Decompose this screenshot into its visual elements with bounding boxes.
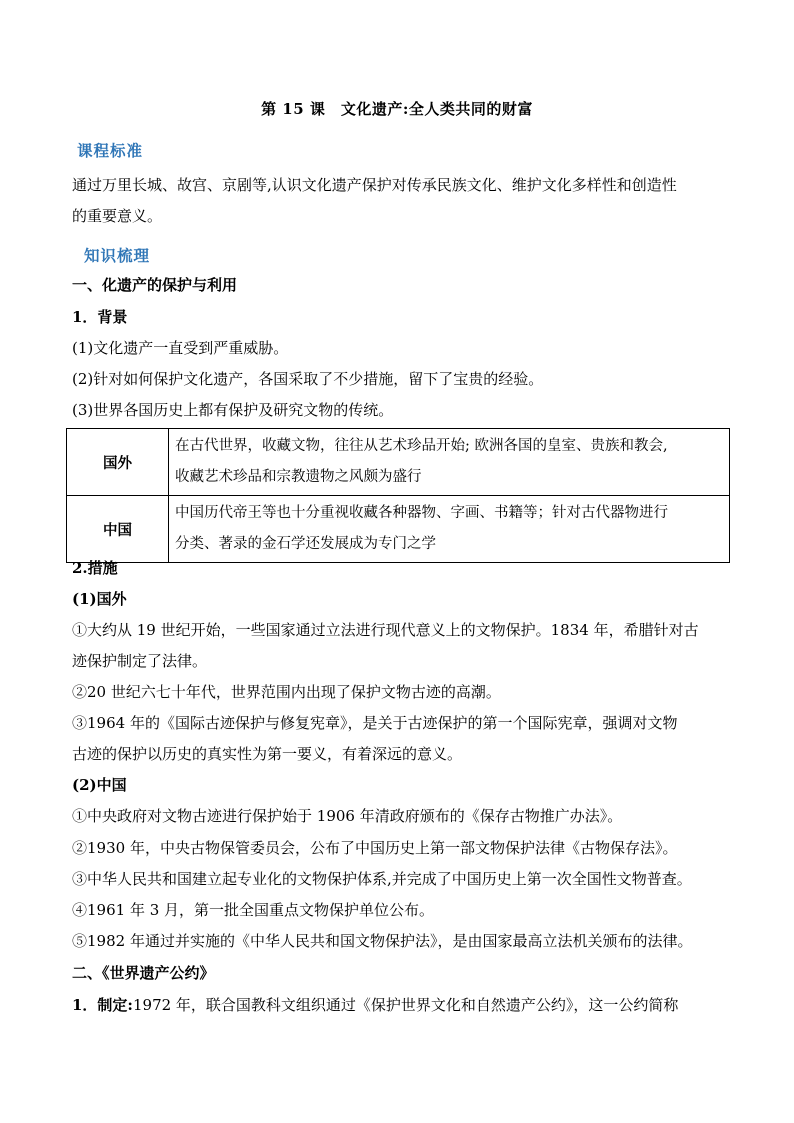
measures-subheading: 2.措施 [72,559,118,577]
table-cell-line: 收藏艺术珍品和宗教遗物之风颇为盛行 [175,469,422,485]
section-heading-standard: 课程标准 [77,141,144,160]
china-item-4: ④1961 年 3 月，第一批全国重点文物保护单位公布。 [72,901,435,919]
china-item-5: ⑤1982 年通过并实施的《中华人民共和国文物保护法》，是由国家最高立法机关颁布的法律。 [72,932,693,950]
background-item-1: (1)文化遗产一直受到严重威胁。 [72,339,289,357]
foreign-item-2: ②20 世纪六七十年代，世界范围内出现了保护文物古迹的高潮。 [72,683,501,701]
foreign-item-1a: ①大约从 19 世纪开始，一些国家通过立法进行现代意义上的文物保护。1834 年，希腊针对古 [72,621,699,639]
part1-heading: 一、化遗产的保护与利用 [72,276,238,294]
table-row [67,429,730,496]
china-item-1: ①中央政府对文物古迹进行保护始于 1906 年清政府颁布的《保存古物推广办法》。 [72,807,623,825]
background-item-2: (2)针对如何保护文化遗产，各国采取了不少措施，留下了宝贵的经验。 [72,370,544,388]
background-item-3: (3)世界各国历史上都有保护及研究文物的传统。 [72,401,394,419]
foreign-heading: (1)国外 [72,590,127,608]
foreign-item-3b: 古迹的保护以历史的真实性为第一要义，有着深远的意义。 [72,745,463,763]
section-heading-knowledge: 知识梳理 [84,246,151,265]
standard-text-line-2: 的重要意义。 [72,207,163,225]
table-cell-line: 分类、著录的金石学还发展成为专门之学 [175,536,436,552]
part2-line-1-label: 1．制定: [72,996,133,1014]
comparison-table [66,428,730,563]
table-cell-line: 在古代世界，收藏文物，往往从艺术珍品开始; 欧洲各国的皇室、贵族和教会, [175,438,668,454]
china-item-2: ②1930 年，中央古物保管委员会，公布了中国历史上第一部文物保护法律《古物保存法》。 [72,839,678,857]
table-row-content [169,429,730,496]
china-heading: (2)中国 [72,776,127,794]
part2-line-1 [72,990,732,1021]
background-subheading: 1．背景 [72,308,128,326]
standard-text-line-1: 通过万里长城、故宫、京剧等,认识文化遗产保护对传承民族文化、维护文化多样性和创造性 [72,176,677,194]
page-title: 第 15 课 文化遗产:全人类共同的财富 [261,100,533,118]
table-row-label: 国外 [67,429,169,496]
table-cell-line: 中国历代帝王等也十分重视收藏各种器物、字画、书籍等；针对古代器物进行 [175,505,668,521]
table-row-label: 中国 [67,496,169,563]
part2-line-1-text: 1972 年，联合国教科文组织通过《保护世界文化和自然遗产公约》，这一公约简称 [132,996,679,1014]
foreign-item-3a: ③1964 年的《国际古迹保护与修复宪章》，是关于古迹保护的第一个国际宪章，强调对文物 [72,714,678,732]
china-item-3: ③中华人民共和国建立起专业化的文物保护体系,并完成了中国历史上第一次全国性文物普查。 [72,870,692,888]
part2-heading: 二、《世界遗产公约》 [72,964,215,982]
foreign-item-1b: 迹保护制定了法律。 [72,652,208,670]
